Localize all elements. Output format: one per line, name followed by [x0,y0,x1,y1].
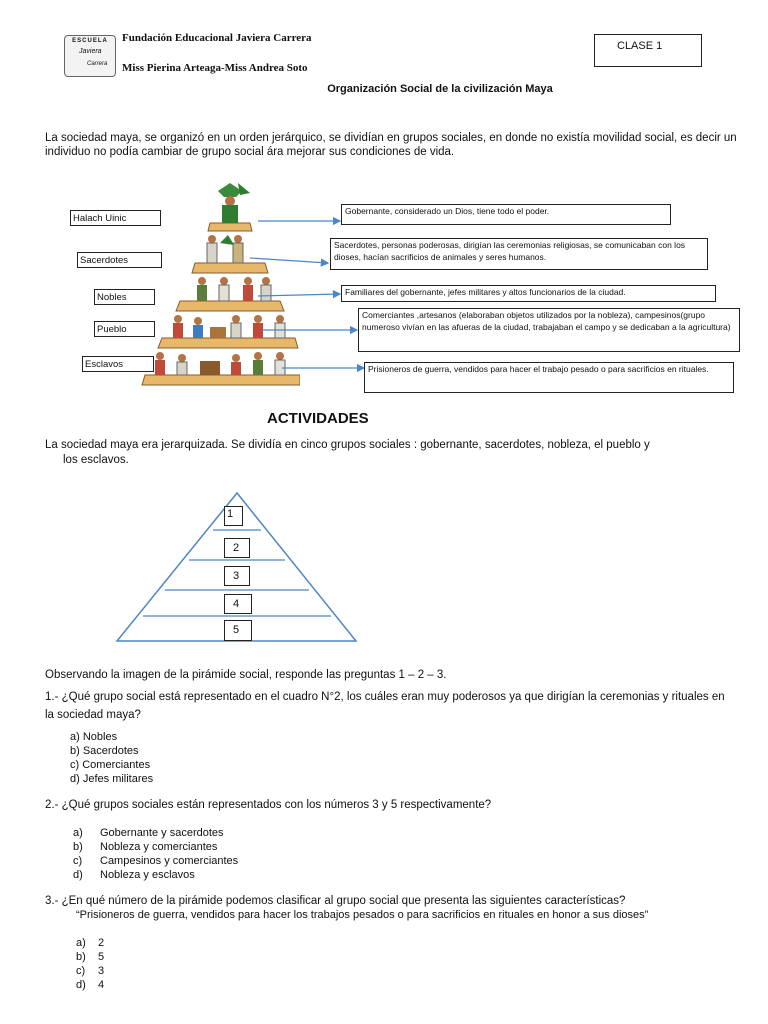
question-3-options [76,936,104,992]
label-halach-uinic: Halach Uinic [70,210,161,226]
q3-option-b-key: b) [76,951,86,963]
q1-option-b[interactable] [70,744,153,758]
question-1: 1.- ¿Qué grupo social está representado en el cuadro N°2, los cuáles eran muy poderosos ya que dirigían la ceremonias y rituales en la sociedad maya? [45,691,725,721]
q2-option-d-key: d) [73,869,83,881]
question-1-options [70,730,153,786]
q1-option-b-key: b) [70,745,80,757]
q2-option-b[interactable] [73,840,238,854]
diagram-box-2 [224,538,250,558]
label-esclavos: Esclavos [82,356,154,372]
q2-option-a-key: a) [73,827,83,839]
q3-option-d-key: d) [76,979,86,991]
logo-sub2: Carrera [87,61,108,67]
q1-option-d-key: d) [70,773,80,785]
logo-sub1: Javiera [79,48,102,55]
q1-option-a-text: Nobles [82,731,118,743]
q1-option-d-text: Jefes militares [82,773,154,785]
desc-esclavos: Prisioneros de guerra, vendidos para hacer el trabajo pesado o para sacrificios en rituales. [364,362,734,393]
arrow-sacerdotes [250,258,328,263]
q2-option-b-text: Nobleza y comerciantes [100,841,218,853]
school-name: Fundación Educacional Javiera Carrera [122,32,312,44]
q2-option-c-text: Campesinos y comerciantes [100,855,239,867]
question-2: 2.- ¿Qué grupos sociales están representados con los números 3 y 5 respectivamente? [45,799,492,811]
diagram-box-1 [224,506,243,526]
q3-option-c-key: c) [76,965,86,977]
q1-option-a[interactable] [70,730,153,744]
activities-text [45,438,705,468]
q2-option-c-key: c) [73,855,83,867]
q3-option-d-text: 4 [98,979,105,991]
teachers-name: Miss Pierina Arteaga-Miss Andrea Soto [122,62,308,74]
question-2-options [73,826,238,882]
q3-option-a[interactable] [76,936,104,950]
q3-option-a-key: a) [76,937,86,949]
class-label: CLASE 1 [617,40,663,52]
diagram-number-5: 5 [233,624,240,636]
diagram-number-2: 2 [233,542,240,554]
desc-nobles: Familiares del gobernante, jefes militares y altos funcionarios de la ciudad. [341,285,716,302]
q2-option-a[interactable] [73,826,238,840]
q1-option-c-key: c) [70,759,80,771]
desc-pueblo: Comerciantes ,artesanos (elaboraban objetos utilizados por la nobleza), campesinos(grupo numeroso vivían en las afueras de la ciudad, trabajaban el campo y se dedicaban a la agricultura) [358,308,740,352]
desc-halach-uinic: Gobernante, considerado un Dios, tiene todo el poder. [341,204,671,225]
diagram-box-4 [224,594,252,614]
q2-option-d[interactable] [73,868,238,882]
q2-option-b-key: b) [73,841,83,853]
question-3-quote: “Prisioneros de guerra, vendidos para hacer los trabajos pesados o para sacrificios en rituales en honor a sus dioses” [76,909,649,921]
activities-text-line2: los esclavos. [63,454,129,466]
diagram-box-5 [224,620,252,641]
q1-option-d[interactable] [70,772,153,786]
q1-option-b-text: Sacerdotes [82,745,139,757]
arrow-nobles [258,294,340,296]
desc-sacerdotes: Sacerdotes, personas poderosas, dirigían las ceremonias religiosas, se comunicaban con los dioses, hacían sacrificios de animales y seres humanos. [330,238,708,270]
label-pueblo: Pueblo [94,321,155,337]
label-nobles: Nobles [94,289,155,305]
activities-text-line1: La sociedad maya era jerarquizada. Se dividía en cinco grupos sociales : gobernante, sacerdotes, nobleza, el pueblo y [45,439,650,451]
q2-option-c[interactable] [73,854,238,868]
question-3: 3.- ¿En qué número de la pirámide podemos clasificar al grupo social que presenta las siguientes características? [45,895,626,907]
q3-option-b-text: 5 [98,951,105,963]
activities-title: ACTIVIDADES [267,410,369,427]
diagram-number-3: 3 [233,570,240,582]
q1-option-a-key: a) [70,731,80,743]
instruction-text: Observando la imagen de la pirámide social, responde las preguntas 1 – 2 – 3. [45,669,447,681]
page-title: Organización Social de la civilización Maya [327,83,553,95]
q3-option-b[interactable] [76,950,104,964]
diagram-number-4: 4 [233,598,240,610]
logo-text: ESCUELA [72,38,108,44]
q1-option-c[interactable] [70,758,153,772]
intro-paragraph: La sociedad maya, se organizó en un orden jerárquico, se dividían en grupos sociales, en donde no existía movilidad social, es decir un individuo no podía cambiar de grupo social ára mejorar sus condiciones de vida. [45,132,737,158]
q3-option-c-text: 3 [98,965,105,977]
q3-option-a-text: 2 [98,937,105,949]
q3-option-d[interactable] [76,978,104,992]
label-sacerdotes: Sacerdotes [77,252,162,268]
q3-option-c[interactable] [76,964,104,978]
q1-option-c-text: Comerciantes [82,759,151,771]
q2-option-a-text: Gobernante y sacerdotes [100,827,224,839]
diagram-number-1: 1 [227,508,234,520]
q2-option-d-text: Nobleza y esclavos [100,869,195,881]
diagram-box-3 [224,566,250,586]
